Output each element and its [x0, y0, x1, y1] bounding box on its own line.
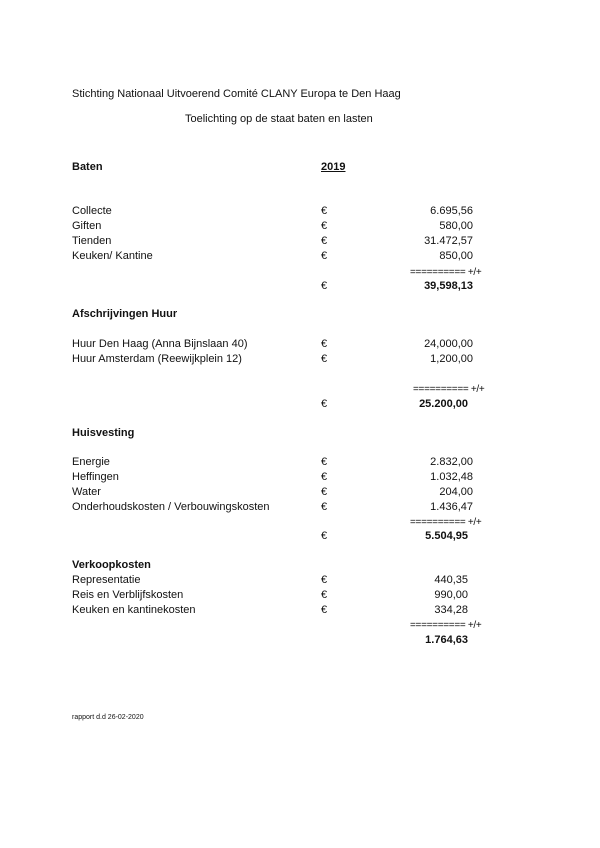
afschrijving-label-den-haag: Huur Den Haag (Anna Bijnslaan 40): [72, 338, 248, 350]
verkoop-amount-representatie: 440,35: [434, 574, 468, 586]
huisvesting-amount-heffingen: 1.032,48: [430, 471, 473, 483]
verkoop-label-keuken: Keuken en kantinekosten: [72, 604, 196, 616]
huisvesting-label-water: Water: [72, 486, 101, 498]
afschrijvingen-heading: Afschrijvingen Huur: [72, 308, 178, 320]
sum-separator: ========== +/+: [410, 517, 482, 528]
currency-symbol: €: [321, 398, 328, 410]
baten-amount-collecte: 6.695,56: [430, 205, 473, 217]
verkoopkosten-heading: Verkoopkosten: [72, 559, 151, 571]
afschrijving-label-amsterdam: Huur Amsterdam (Reewijkplein 12): [72, 353, 242, 365]
huisvesting-label-heffingen: Heffingen: [72, 471, 119, 483]
organization-title: Stichting Nationaal Uitvoerend Comité CLANY Europa te Den Haag: [72, 88, 401, 100]
verkoop-label-representatie: Representatie: [72, 574, 141, 586]
baten-total: 39,598,13: [424, 280, 473, 292]
afschrijvingen-total: 25.200,00: [419, 398, 468, 410]
verkoopkosten-total: 1.764,63: [425, 634, 468, 646]
huisvesting-label-onderhoud: Onderhoudskosten / Verbouwingskosten: [72, 501, 270, 513]
currency-symbol: €: [321, 220, 328, 232]
currency-symbol: €: [321, 486, 328, 498]
verkoop-label-reis: Reis en Verblijfskosten: [72, 589, 184, 601]
currency-symbol: €: [321, 353, 328, 365]
report-date: rapport d.d 26-02-2020: [72, 714, 144, 721]
currency-symbol: €: [321, 280, 328, 292]
huisvesting-amount-water: 204,00: [439, 486, 473, 498]
huisvesting-label-energie: Energie: [72, 456, 110, 468]
page-subtitle: Toelichting op de staat baten en lasten: [185, 113, 373, 125]
baten-label-collecte: Collecte: [72, 205, 112, 217]
currency-symbol: €: [321, 589, 328, 601]
currency-symbol: €: [321, 574, 328, 586]
currency-symbol: €: [321, 235, 328, 247]
currency-symbol: €: [321, 530, 328, 542]
year-heading: 2019: [321, 161, 346, 173]
baten-label-giften: Giften: [72, 220, 102, 232]
sum-separator: ========== +/+: [410, 620, 482, 631]
currency-symbol: €: [321, 250, 328, 262]
huisvesting-amount-onderhoud: 1.436,47: [430, 501, 473, 513]
currency-symbol: €: [321, 501, 328, 513]
currency-symbol: €: [321, 456, 328, 468]
baten-label-keuken: Keuken/ Kantine: [72, 250, 153, 262]
afschrijving-amount-den-haag: 24,000,00: [424, 338, 473, 350]
baten-amount-tienden: 31.472,57: [424, 235, 473, 247]
baten-label-tienden: Tienden: [72, 235, 112, 247]
currency-symbol: €: [321, 471, 328, 483]
currency-symbol: €: [321, 205, 328, 217]
currency-symbol: €: [321, 604, 328, 616]
afschrijving-amount-amsterdam: 1,200,00: [430, 353, 473, 365]
huisvesting-heading: Huisvesting: [72, 427, 135, 439]
verkoop-amount-keuken: 334,28: [434, 604, 468, 616]
huisvesting-total: 5.504,95: [425, 530, 468, 542]
baten-amount-keuken: 850,00: [439, 250, 473, 262]
sum-separator: ========== +/+: [413, 384, 485, 395]
baten-amount-giften: 580,00: [439, 220, 473, 232]
baten-heading: Baten: [72, 161, 103, 173]
verkoop-amount-reis: 990,00: [434, 589, 468, 601]
currency-symbol: €: [321, 338, 328, 350]
sum-separator: ========== +/+: [410, 267, 482, 278]
huisvesting-amount-energie: 2.832,00: [430, 456, 473, 468]
